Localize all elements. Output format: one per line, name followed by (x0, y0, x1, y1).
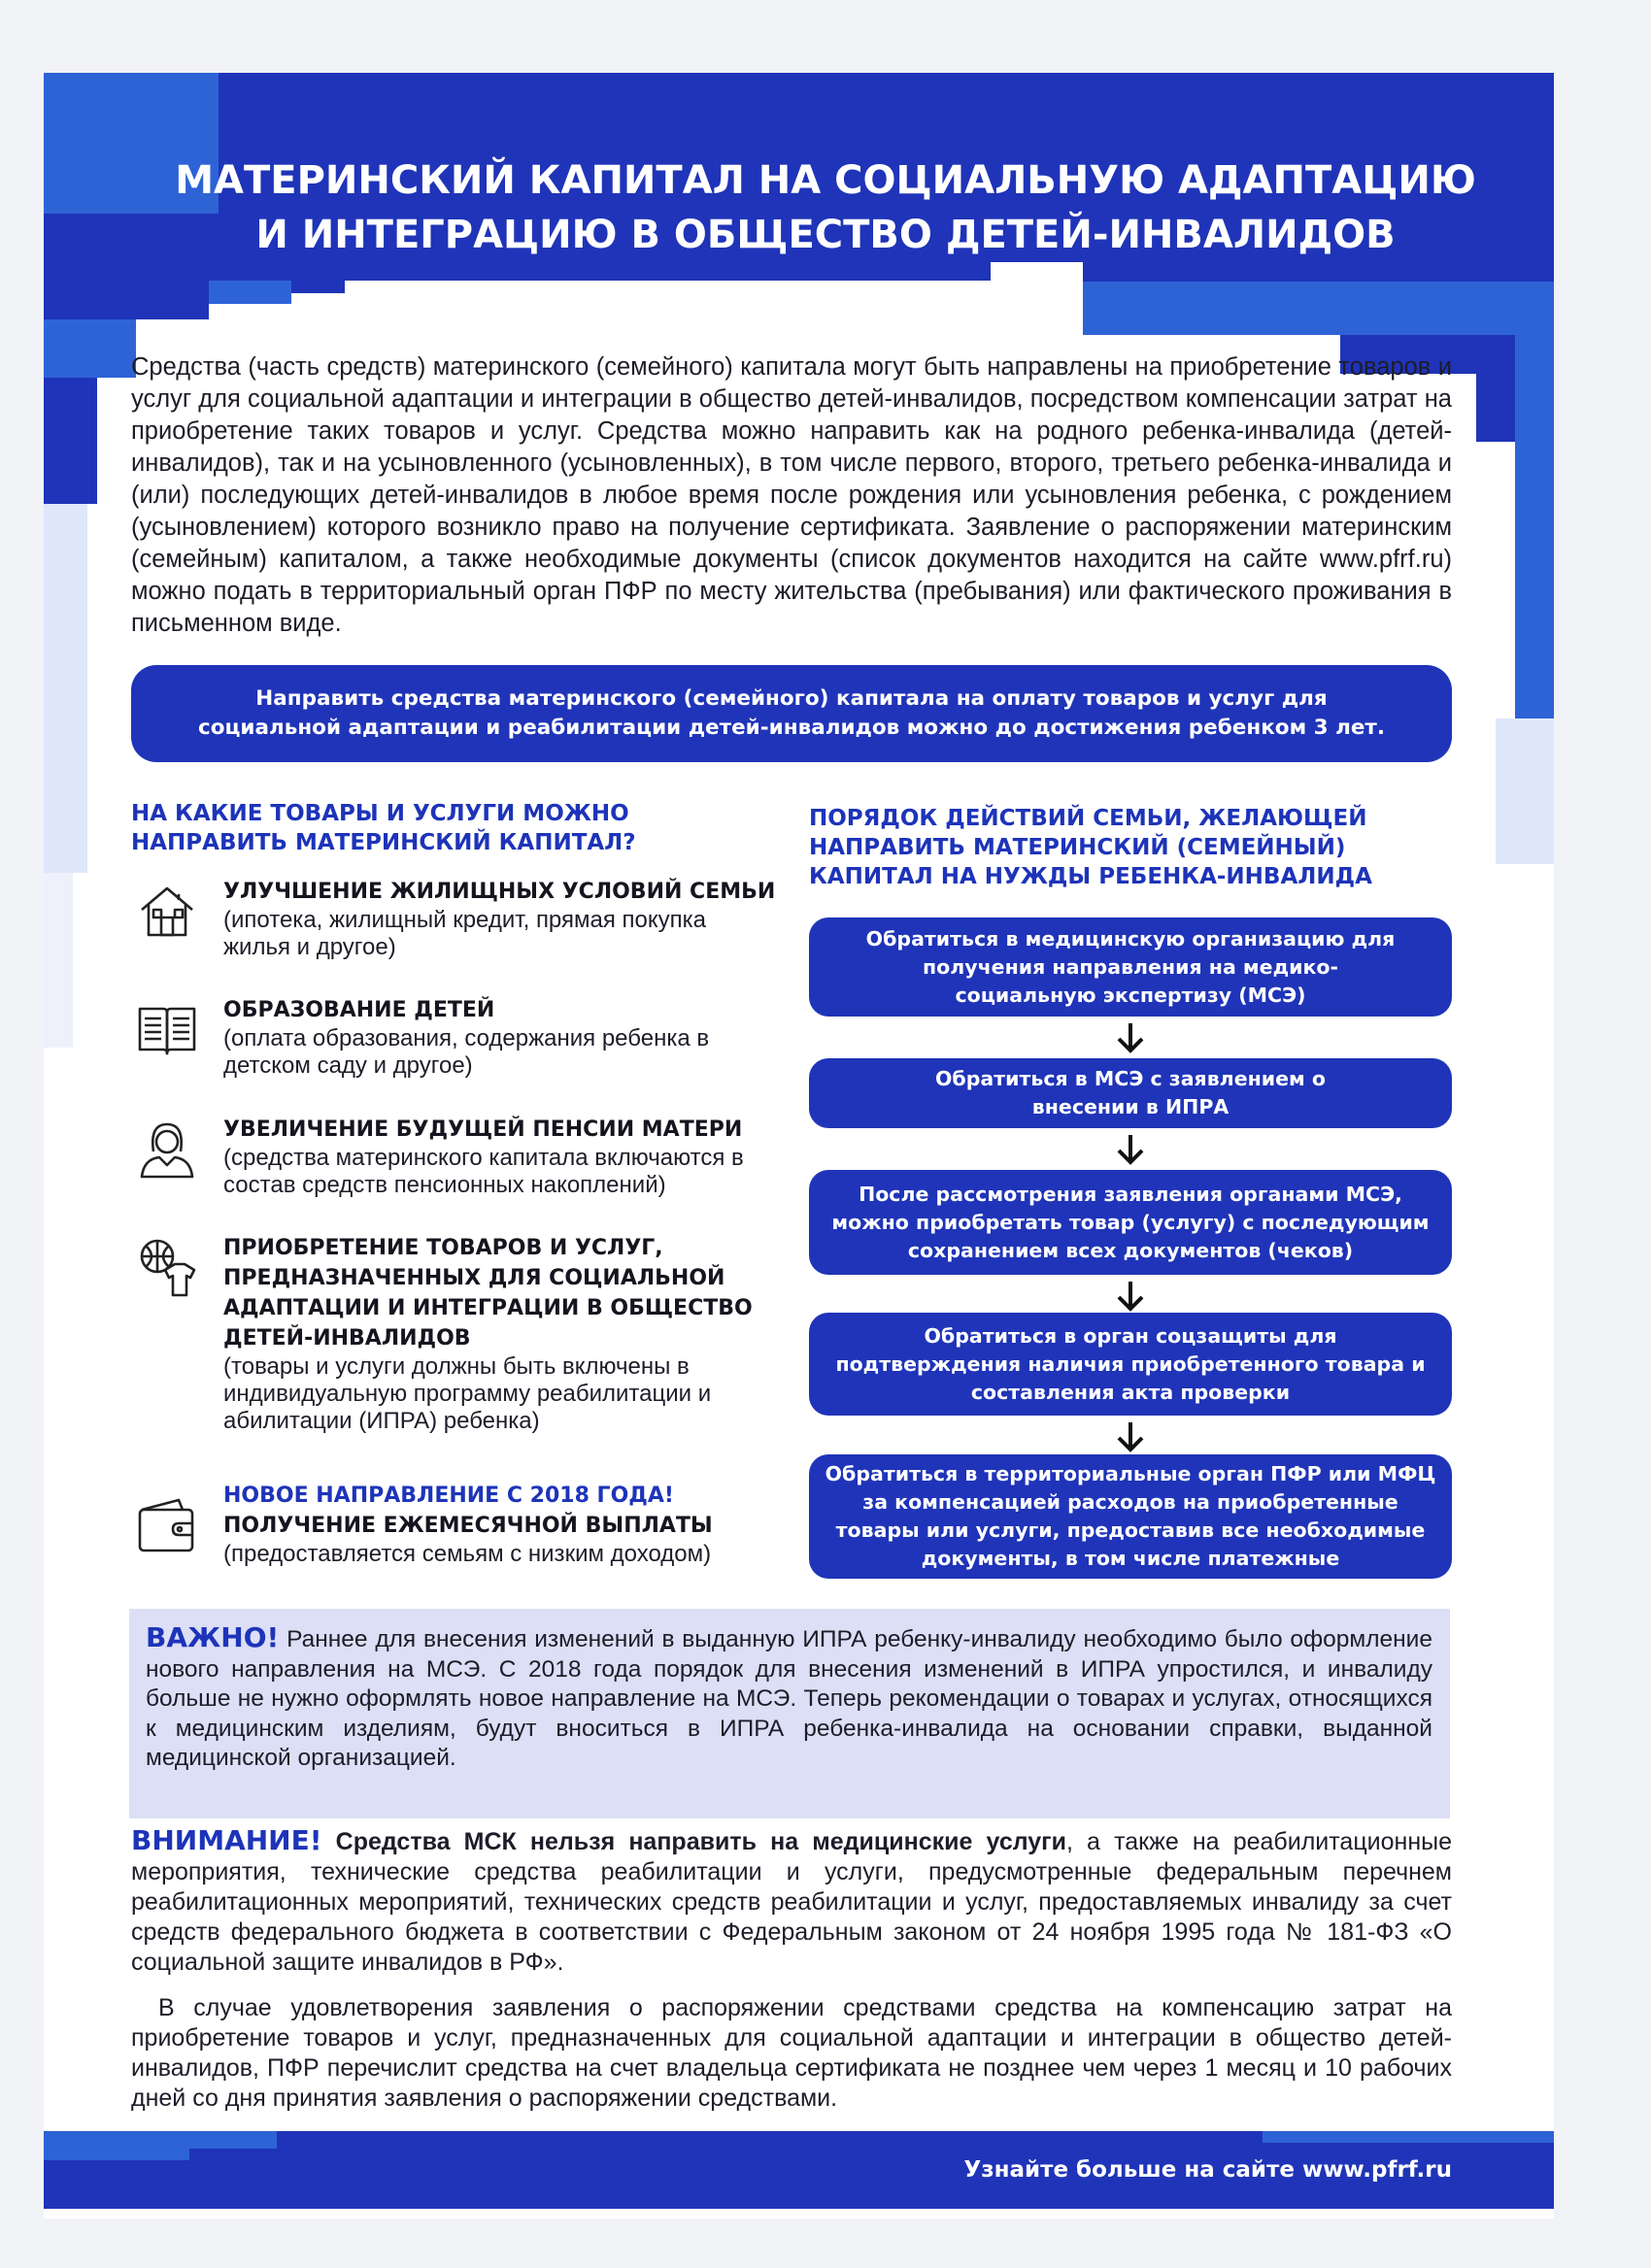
item-title: ПРИОБРЕТЕНИЕ ТОВАРОВ И УСЛУГ, ПРЕДНАЗНАЧЕННЫХ ДЛЯ СОЦИАЛЬНОЙ АДАПТАЦИИ И ИНТЕГРАЦИИ В ОБЩЕСТВО ДЕТЕЙ-ИНВАЛИДОВ (223, 1236, 753, 1351)
step-box (809, 1170, 1452, 1275)
item-title: УВЕЛИЧЕНИЕ БУДУЩЕЙ ПЕНСИИ МАТЕРИ (223, 1117, 743, 1142)
left-heading-line-1: НА КАКИЕ ТОВАРЫ И УСЛУГИ МОЖНО (131, 801, 629, 826)
item-desc: (оплата образования, содержания ребенка в детском саду и другое) (223, 1025, 710, 1079)
item-title: ОБРАЗОВАНИЕ ДЕТЕЙ (223, 998, 495, 1022)
wallet-icon (136, 1494, 198, 1556)
callout-line-1: Направить средства материнского (семейного) капитала на оплату товаров и услуг для (255, 686, 1328, 711)
list-item (136, 1115, 777, 1199)
title-line-1: МАТЕРИНСКИЙ КАПИТАЛ НА СОЦИАЛЬНУЮ АДАПТАЦИЮ (175, 158, 1476, 203)
callout-banner (131, 665, 1452, 762)
arrow-down-icon (1113, 1133, 1148, 1166)
step-box (809, 1454, 1452, 1579)
callout-line-2: социальной адаптации и реабилитации детей-инвалидов можно до достижения ребенком 3 лет. (197, 716, 1386, 740)
page-title (0, 153, 1651, 262)
important-label: ВАЖНО! (146, 1621, 280, 1653)
attention-body: , а также на реабилитационные мероприятия, технические средства реабилитации и услуги, предусмотренные федеральным перечнем реабилитационных мероприятий, технических средств реабилитации и услуг, предоставляемых инвалиду за счет средств федерального бюджета в соответствии с Федеральным законом от 24 ноября 1995 года № 181-ФЗ «О социальной защите инвалидов в РФ». (131, 1828, 1453, 1976)
left-heading-line-2: НАПРАВИТЬ МАТЕРИНСКИЙ КАПИТАЛ? (131, 830, 636, 855)
list-item (136, 995, 777, 1080)
arrow-down-icon (1113, 1280, 1148, 1313)
book-icon (136, 999, 198, 1061)
step-text: Обратиться в медицинскую организацию для получения направления на медико-социальную экспертизу (МСЭ) (865, 926, 1396, 1007)
step-box (809, 917, 1452, 1017)
left-heading (131, 799, 636, 857)
important-text (146, 1623, 1432, 1774)
item-desc: (средства материнского капитала включаются в состав средств пенсионных накоплений) (223, 1145, 744, 1198)
item-desc: (предоставляется семьям с низким доходом) (223, 1541, 712, 1567)
right-heading-line-3: КАПИТАЛ НА НУЖДЫ РЕБЕНКА-ИНВАЛИДА (809, 864, 1372, 889)
item-desc: (товары и услуги должны быть включены в индивидуальную программу реабилитации и абилитации (ИПРА) ребенка) (223, 1353, 712, 1434)
step-text: Обратиться в МСЭ с заявлением о внесении в ИПРА (934, 1067, 1327, 1118)
item-note: НОВОЕ НАПРАВЛЕНИЕ С 2018 ГОДА! (223, 1484, 674, 1508)
step-box (809, 1313, 1452, 1416)
list-item (136, 1233, 777, 1435)
ball-shirt-icon (136, 1237, 198, 1299)
house-icon (136, 881, 198, 943)
right-heading (809, 804, 1372, 891)
step-box (809, 1058, 1452, 1128)
woman-icon (136, 1118, 198, 1181)
title-line-2: И ИНТЕГРАЦИЮ В ОБЩЕСТВО ДЕТЕЙ-ИНВАЛИДОВ (255, 213, 1396, 257)
right-heading-line-1: ПОРЯДОК ДЕЙСТВИЙ СЕМЬИ, ЖЕЛАЮЩЕЙ (809, 806, 1367, 831)
compensation-paragraph: В случае удовлетворения заявления о распоряжении средствами средства на компенсацию затрат на приобретение товаров и услуг, предназначенных для социальной адаптации и интеграции в общество детей-инвалидов, ПФР перечислит средства на счет владельца сертификата не позднее чем через 1 месяц и 10 рабочих дней со дня принятия заявления о распоряжении средствами. (131, 1994, 1452, 2112)
list-item (136, 1481, 777, 1568)
footer-link[interactable]: Узнайте больше на сайте www.pfrf.ru (963, 2157, 1452, 2183)
item-desc: (ипотека, жилищный кредит, прямая покупка жилья и другое) (223, 907, 707, 960)
important-body: Раннее для внесения изменений в выданную ИПРА ребенку-инвалиду необходимо было оформление нового направления на МСЭ. С 2018 года порядок для внесения изменений в ИПРА упростился, и инвалиду больше не нужно оформлять новое направление на МСЭ. Теперь рекомендации о товарах и услугах, относящихся к медицинским изделиям, будут вноситься в ИПРА ребенка-инвалида на основании справки, выданной медицинской организацией. (146, 1626, 1432, 1771)
arrow-down-icon (1113, 1420, 1148, 1453)
attention-bold: Средства МСК нельзя направить на медицинские услуги (335, 1828, 1066, 1855)
intro-paragraph: Средства (часть средств) материнского (семейного) капитала могут быть направлены на приобретение товаров и услуг для социальной адаптации и интеграции в общество детей-инвалидов, посредством компенсации затрат на приобретение таких товаров и услуг. Средства можно направить как на родного ребенка-инвалида (детей-инвалидов), так и на усыновленного (усыновленных), в том числе первого, второго, третьего ребенка-инвалида и (или) последующих детей-инвалидов в любое время после рождения или усыновления ребенка, с рождением (усыновлением) которого возникло право на получение сертификата. Заявление о распоряжении материнским (семейным) капиталом, а также необходимые документы (список документов находится на сайте www.pfrf.ru) можно подать в территориальный орган ПФР по месту жительства (пребывания) или фактического проживания в письменном виде. (131, 353, 1452, 637)
item-title: ПОЛУЧЕНИЕ ЕЖЕМЕСЯЧНОЙ ВЫПЛАТЫ (223, 1514, 713, 1538)
arrow-down-icon (1113, 1021, 1148, 1054)
right-heading-line-2: НАПРАВИТЬ МАТЕРИНСКИЙ (СЕМЕЙНЫЙ) (809, 835, 1346, 860)
step-text: Обратиться в орган соцзащиты для подтверждения наличия приобретенного товара и составления акта проверки (835, 1323, 1426, 1404)
list-item (136, 877, 777, 961)
step-text: Обратиться в территориальные орган ПФР или МФЦ за компенсацией расходов на приобретенные товары или услуги, предоставив все необходимые документы, в том числе платежные (825, 1462, 1436, 1570)
item-title: УЛУЧШЕНИЕ ЖИЛИЩНЫХ УСЛОВИЙ СЕМЬИ (223, 880, 776, 904)
step-text: После рассмотрения заявления органами МСЭ, можно приобретать товар (услугу) с последующим сохранением всех документов (чеков) (831, 1182, 1430, 1262)
attention-text (131, 1825, 1452, 1978)
attention-label: ВНИМАНИЕ! (131, 1824, 322, 1856)
